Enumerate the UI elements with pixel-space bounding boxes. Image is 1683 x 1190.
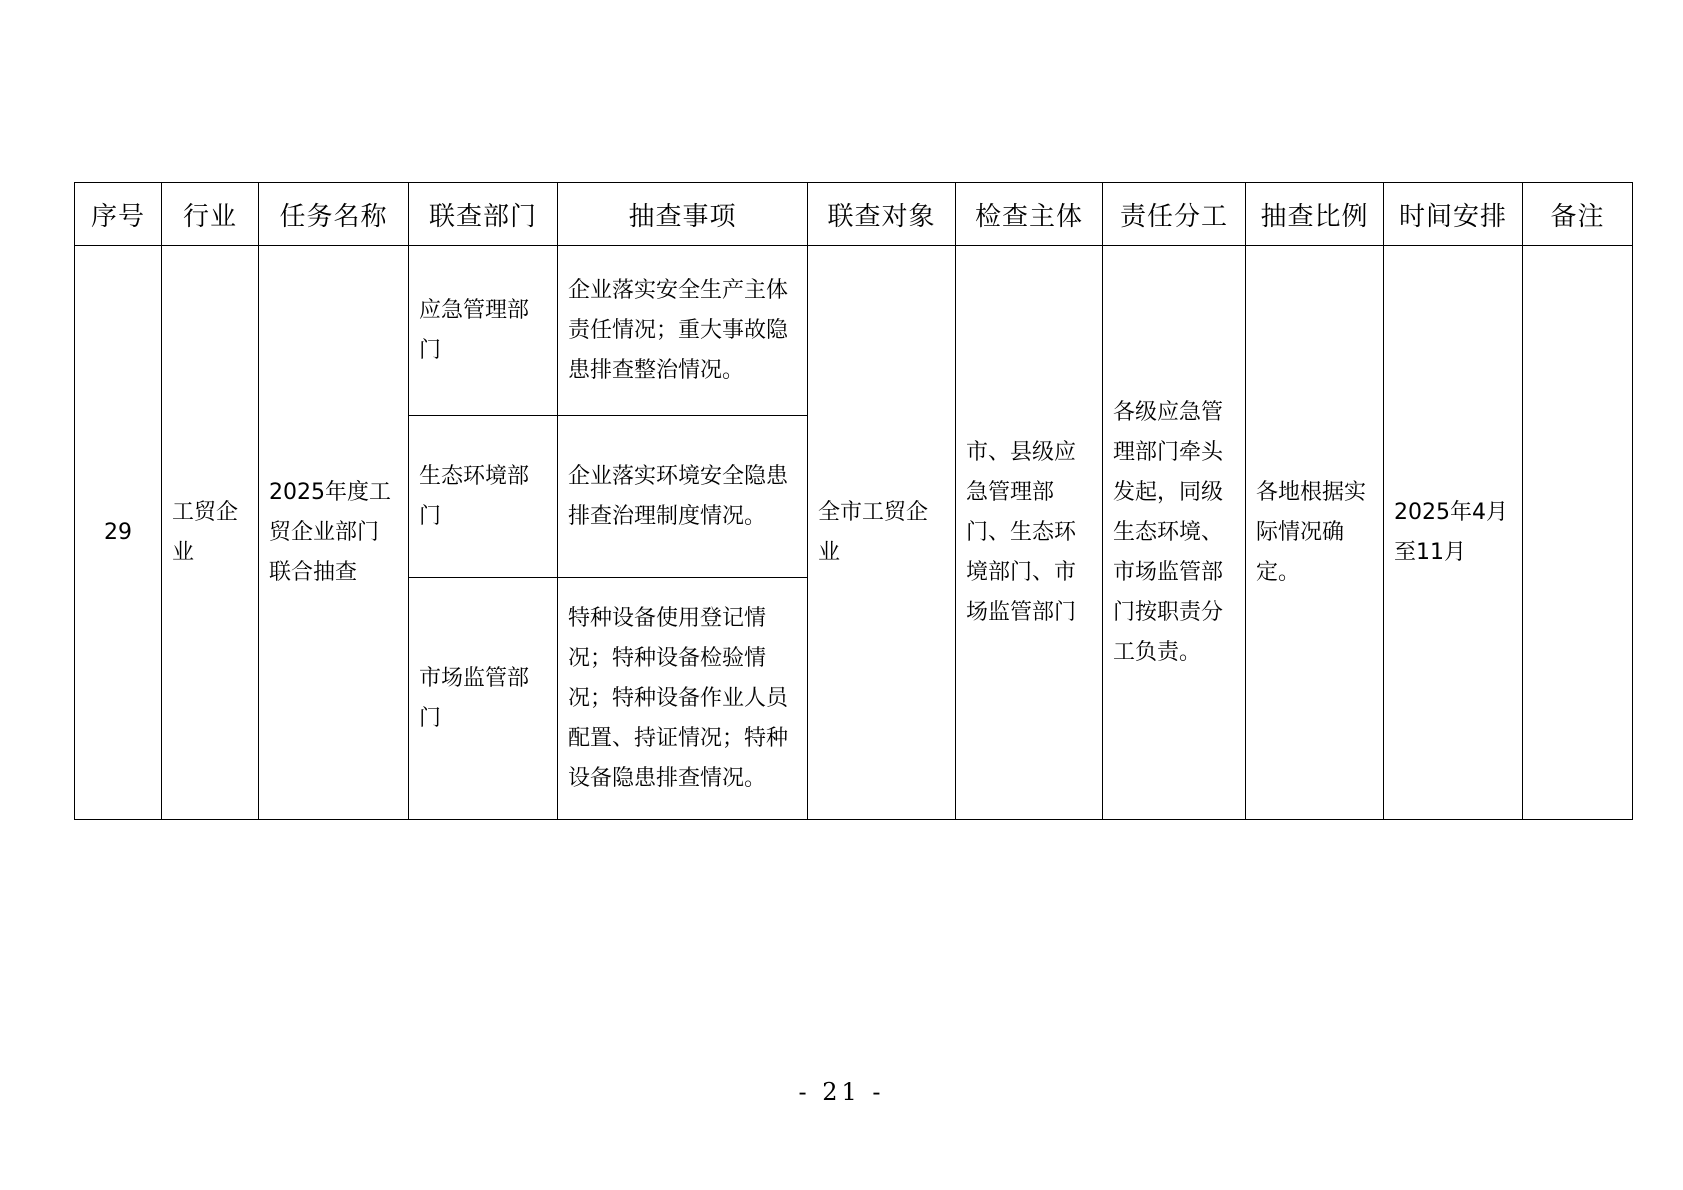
page-number: - 21 - [798, 1078, 885, 1106]
header-industry: 行业 [162, 183, 259, 246]
joint-inspection-table [74, 182, 1633, 820]
cell-department-1: 应急管理部门 [409, 246, 558, 416]
cell-ratio: 各地根据实际情况确定。 [1246, 246, 1384, 820]
cell-schedule: 2025年4月至11月 [1384, 246, 1523, 820]
cell-seq: 29 [75, 246, 162, 820]
header-responsibility: 责任分工 [1103, 183, 1246, 246]
header-seq: 序号 [75, 183, 162, 246]
cell-task-name: 2025年度工贸企业部门联合抽查 [259, 246, 409, 820]
cell-remark [1523, 246, 1633, 820]
cell-items-3: 特种设备使用登记情况；特种设备检验情况；特种设备作业人员配置、持证情况；特种设备隐患排查情况。 [558, 578, 808, 820]
header-target: 联查对象 [808, 183, 956, 246]
cell-items-2: 企业落实环境安全隐患排查治理制度情况。 [558, 416, 808, 578]
cell-inspector: 市、县级应急管理部门、生态环境部门、市场监管部门 [956, 246, 1103, 820]
header-departments: 联查部门 [409, 183, 558, 246]
cell-items-1: 企业落实安全生产主体责任情况；重大事故隐患排查整治情况。 [558, 246, 808, 416]
cell-industry: 工贸企业 [162, 246, 259, 820]
header-items: 抽查事项 [558, 183, 808, 246]
header-inspector: 检查主体 [956, 183, 1103, 246]
header-task-name: 任务名称 [259, 183, 409, 246]
cell-department-3: 市场监管部门 [409, 578, 558, 820]
cell-target: 全市工贸企业 [808, 246, 956, 820]
header-ratio: 抽查比例 [1246, 183, 1384, 246]
header-remark: 备注 [1523, 183, 1633, 246]
cell-department-2: 生态环境部门 [409, 416, 558, 578]
header-schedule: 时间安排 [1384, 183, 1523, 246]
table-row [75, 246, 1633, 416]
cell-responsibility: 各级应急管理部门牵头发起，同级生态环境、市场监管部门按职责分工负责。 [1103, 246, 1246, 820]
header-row [75, 183, 1633, 246]
